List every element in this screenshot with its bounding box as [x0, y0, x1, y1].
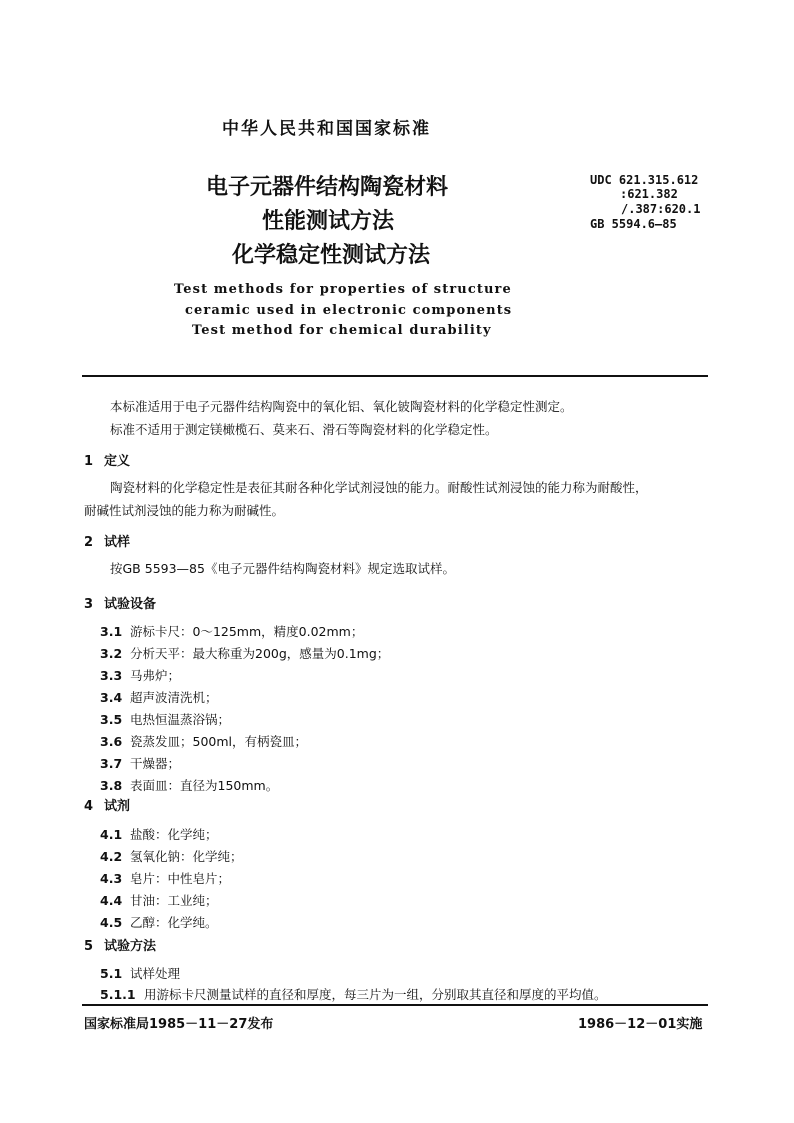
title-cn-line-1: 电子元器件结构陶瓷材料: [206, 175, 449, 200]
list-item: [100, 847, 243, 865]
item-text: 分析天平：最大称重为200g，感量为0.1mg；: [130, 646, 390, 661]
udc-code-line-3: /.387:620.1: [621, 202, 701, 216]
item-number: 4.3: [100, 871, 123, 886]
item-text: 皂片：中性皂片；: [130, 871, 231, 886]
section-number: 3: [84, 597, 94, 612]
section-number: 1: [84, 454, 94, 469]
list-item: [100, 710, 230, 728]
item-number: 4.4: [100, 893, 123, 908]
section-1-text-line-1: 陶瓷材料的化学稳定性是表征其耐各种化学试剂浸蚀的能力。耐酸性试剂浸蚀的能力称为耐酸性，: [110, 480, 648, 495]
section-title: 试样: [104, 535, 131, 550]
section-title: 试验方法: [104, 939, 157, 954]
item-text: 试样处理: [130, 966, 181, 981]
title-en-line-2: ceramic used in electronic components: [185, 303, 513, 318]
item-number: 3.7: [100, 756, 123, 771]
item-text: 电热恒温蒸浴锅；: [130, 712, 231, 727]
item-number: 5.1.1: [100, 987, 136, 1002]
list-item: [100, 964, 180, 982]
item-text: 马弗炉；: [130, 668, 181, 683]
list-item: [100, 754, 180, 772]
item-number: 4.5: [100, 915, 123, 930]
list-item: [100, 825, 218, 843]
list-item: [100, 666, 180, 684]
item-text: 表面皿：直径为150mm。: [130, 778, 279, 793]
section-1-heading: [84, 450, 130, 469]
title-en-line-3: Test method for chemical durability: [192, 323, 492, 338]
list-item: [100, 985, 607, 1003]
item-text: 用游标卡尺测量试样的直径和厚度，每三片为一组，分别取其直径和厚度的平均值。: [144, 987, 607, 1002]
item-number: 5.1: [100, 966, 123, 981]
section-4-heading: [84, 795, 130, 814]
item-number: 3.2: [100, 646, 123, 661]
item-number: 3.6: [100, 734, 123, 749]
list-item: [100, 891, 218, 909]
udc-code-line-1: UDC 621.315.612: [590, 173, 699, 187]
section-title: 试验设备: [104, 597, 157, 612]
title-en-line-1: Test methods for properties of structure: [174, 282, 512, 297]
intro-paragraph-1: 本标准适用于电子元器件结构陶瓷中的氧化铝、氧化铍陶瓷材料的化学稳定性测定。: [110, 399, 573, 414]
item-number: 3.1: [100, 624, 123, 639]
list-item: [100, 776, 278, 794]
item-number: 3.3: [100, 668, 123, 683]
standard-type-heading: 中华人民共和国国家标准: [222, 119, 431, 139]
item-text: 瓷蒸发皿；500ml，有柄瓷皿；: [130, 734, 308, 749]
list-item: [100, 913, 218, 931]
item-number: 4.2: [100, 849, 123, 864]
section-title: 试剂: [104, 799, 131, 814]
item-text: 干燥器；: [130, 756, 181, 771]
list-item: [100, 869, 230, 887]
section-number: 2: [84, 535, 94, 550]
section-1-text-line-2: 耐碱性试剂浸蚀的能力称为耐碱性。: [84, 503, 285, 518]
section-number: 5: [84, 939, 94, 954]
intro-paragraph-2: 标准不适用于测定镁橄榄石、莫来石、滑石等陶瓷材料的化学稳定性。: [110, 422, 498, 437]
header-divider: [82, 375, 708, 377]
item-text: 乙醇：化学纯。: [130, 915, 218, 930]
issue-date: 国家标准局1985－11－27发布: [84, 1017, 274, 1032]
item-number: 3.8: [100, 778, 123, 793]
title-cn-line-3: 化学稳定性测试方法: [232, 243, 431, 268]
item-text: 游标卡尺：0～125mm，精度0.02mm；: [130, 624, 364, 639]
section-3-heading: [84, 593, 156, 612]
list-item: [100, 688, 218, 706]
item-number: 3.5: [100, 712, 123, 727]
item-text: 氢氧化钠：化学纯；: [130, 849, 243, 864]
section-5-heading: [84, 935, 156, 954]
item-text: 超声波清洗机；: [130, 690, 218, 705]
title-cn-line-2: 性能测试方法: [262, 209, 395, 234]
section-2-text: 按GB 5593—85《电子元器件结构陶瓷材料》规定选取试样。: [110, 561, 455, 576]
list-item: [100, 732, 307, 750]
section-title: 定义: [104, 454, 131, 469]
effective-date: 1986－12－01实施: [578, 1017, 703, 1032]
item-number: 3.4: [100, 690, 123, 705]
section-number: 4: [84, 799, 94, 814]
item-number: 4.1: [100, 827, 123, 842]
footer-divider: [82, 1004, 708, 1006]
item-text: 盐酸：化学纯；: [130, 827, 218, 842]
list-item: [100, 622, 363, 640]
udc-code-line-2: :621.382: [620, 187, 678, 201]
gb-standard-number: GB 5594.6—85: [590, 217, 677, 231]
list-item: [100, 644, 389, 662]
section-2-heading: [84, 531, 130, 550]
item-text: 甘油：工业纯；: [130, 893, 218, 908]
